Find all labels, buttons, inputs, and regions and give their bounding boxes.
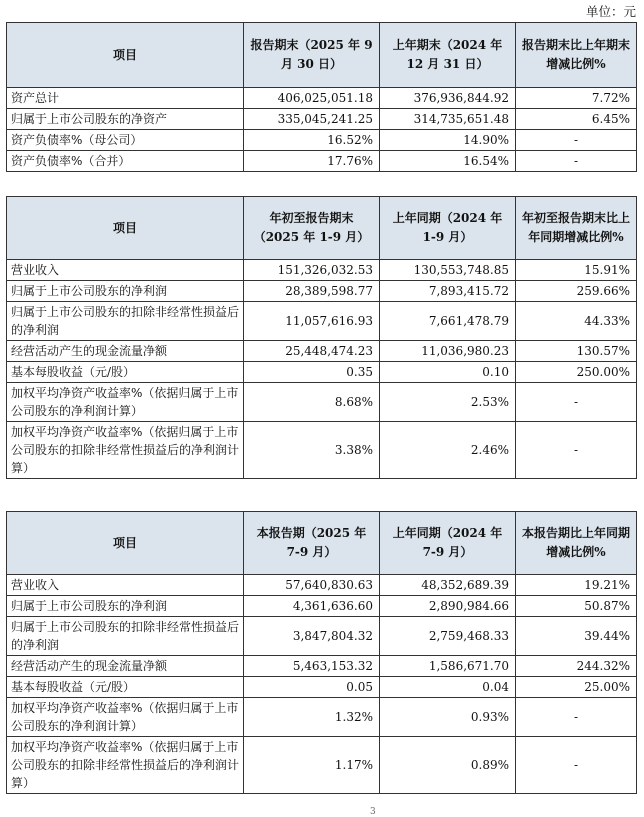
- value-cell: 0.04: [380, 677, 516, 698]
- value-cell: 335,045,241.25: [244, 109, 380, 130]
- table-row: [7, 88, 637, 109]
- unit-label: 单位：元: [585, 4, 636, 19]
- value-cell: 44.33%: [516, 302, 637, 341]
- value-cell: 0.89%: [380, 737, 516, 794]
- row-label: 归属于上市公司股东的净利润: [7, 596, 244, 617]
- value-cell: 250.00%: [516, 362, 637, 383]
- row-label: 归属于上市公司股东的净利润: [7, 281, 244, 302]
- quarter-profit-table: [6, 511, 637, 794]
- value-cell: 39.44%: [516, 617, 637, 656]
- table-row: [7, 737, 637, 794]
- table-row: [7, 656, 637, 677]
- table-row: [7, 677, 637, 698]
- value-cell: 0.05: [244, 677, 380, 698]
- row-label: 加权平均净资产收益率%（依据归属于上市公司股东的净利润计算）: [7, 383, 244, 422]
- value-cell: 5,463,153.32: [244, 656, 380, 677]
- value-cell: 7.72%: [516, 88, 637, 109]
- value-cell: 2,759,468.33: [380, 617, 516, 656]
- table-row: [7, 596, 637, 617]
- value-cell: 25.00%: [516, 677, 637, 698]
- table-row: [7, 698, 637, 737]
- value-cell: 8.68%: [244, 383, 380, 422]
- row-label: 基本每股收益（元/股）: [7, 362, 244, 383]
- table-row: [7, 383, 637, 422]
- value-cell: 15.91%: [516, 260, 637, 281]
- header-cell: 年初至报告期末比上年同期增减比例%: [516, 197, 637, 260]
- table-header-row: [7, 23, 637, 88]
- table-row: [7, 260, 637, 281]
- value-cell: 16.54%: [380, 151, 516, 172]
- value-cell: 14.90%: [380, 130, 516, 151]
- header-cell: 项目: [7, 197, 244, 260]
- value-cell: 50.87%: [516, 596, 637, 617]
- header-cell: 报告期末比上年期末增减比例%: [516, 23, 637, 88]
- value-cell: 2,890,984.66: [380, 596, 516, 617]
- value-cell: 0.93%: [380, 698, 516, 737]
- table-row: [7, 422, 637, 479]
- table-header-row: [7, 197, 637, 260]
- row-label: 归属于上市公司股东的扣除非经常性损益后的净利润: [7, 617, 244, 656]
- value-cell: 4,361,636.60: [244, 596, 380, 617]
- value-cell: 1,586,671.70: [380, 656, 516, 677]
- value-cell: 48,352,689.39: [380, 575, 516, 596]
- table-header-row: [7, 512, 637, 575]
- row-label: 经营活动产生的现金流量净额: [7, 341, 244, 362]
- table-row: [7, 575, 637, 596]
- row-label: 资产负债率%（母公司）: [7, 130, 244, 151]
- value-cell: 57,640,830.63: [244, 575, 380, 596]
- value-cell: 1.32%: [244, 698, 380, 737]
- header-cell: 报告期末（2025 年 9 月 30 日）: [244, 23, 380, 88]
- value-cell: -: [516, 383, 637, 422]
- value-cell: 7,893,415.72: [380, 281, 516, 302]
- row-label: 加权平均净资产收益率%（依据归属于上市公司股东的扣除非经常性损益后的净利润计算）: [7, 737, 244, 794]
- table-row: [7, 281, 637, 302]
- table-row: [7, 341, 637, 362]
- value-cell: 0.10: [380, 362, 516, 383]
- table-row: [7, 302, 637, 341]
- ytd-profit-table: [6, 196, 637, 479]
- table-row: [7, 109, 637, 130]
- value-cell: -: [516, 422, 637, 479]
- value-cell: 17.76%: [244, 151, 380, 172]
- row-label: 归属于上市公司股东的扣除非经常性损益后的净利润: [7, 302, 244, 341]
- value-cell: 2.46%: [380, 422, 516, 479]
- value-cell: 25,448,474.23: [244, 341, 380, 362]
- table-row: [7, 362, 637, 383]
- table-row: [7, 151, 637, 172]
- value-cell: 151,326,032.53: [244, 260, 380, 281]
- value-cell: 3.38%: [244, 422, 380, 479]
- value-cell: -: [516, 130, 637, 151]
- table-row: [7, 617, 637, 656]
- value-cell: 7,661,478.79: [380, 302, 516, 341]
- value-cell: 130,553,748.85: [380, 260, 516, 281]
- header-cell: 项目: [7, 512, 244, 575]
- header-cell: 年初至报告期末（2025 年 1-9 月）: [244, 197, 380, 260]
- header-cell: 上年同期（2024 年 1-9 月）: [380, 197, 516, 260]
- header-cell: 上年同期（2024 年 7-9 月）: [380, 512, 516, 575]
- value-cell: 314,735,651.48: [380, 109, 516, 130]
- value-cell: 16.52%: [244, 130, 380, 151]
- row-label: 基本每股收益（元/股）: [7, 677, 244, 698]
- value-cell: 3,847,804.32: [244, 617, 380, 656]
- value-cell: 1.17%: [244, 737, 380, 794]
- header-cell: 本报告期比上年同期增减比例%: [516, 512, 637, 575]
- row-label: 营业收入: [7, 575, 244, 596]
- row-label: 经营活动产生的现金流量净额: [7, 656, 244, 677]
- value-cell: 19.21%: [516, 575, 637, 596]
- value-cell: -: [516, 151, 637, 172]
- row-label: 加权平均净资产收益率%（依据归属于上市公司股东的净利润计算）: [7, 698, 244, 737]
- table-row: [7, 130, 637, 151]
- row-label: 资产总计: [7, 88, 244, 109]
- header-cell: 本报告期（2025 年 7-9 月）: [244, 512, 380, 575]
- value-cell: 28,389,598.77: [244, 281, 380, 302]
- page-number: 3: [370, 807, 376, 817]
- value-cell: 2.53%: [380, 383, 516, 422]
- value-cell: 11,057,616.93: [244, 302, 380, 341]
- value-cell: 0.35: [244, 362, 380, 383]
- value-cell: 259.66%: [516, 281, 637, 302]
- value-cell: 6.45%: [516, 109, 637, 130]
- row-label: 营业收入: [7, 260, 244, 281]
- row-label: 归属于上市公司股东的净资产: [7, 109, 244, 130]
- row-label: 加权平均净资产收益率%（依据归属于上市公司股东的扣除非经常性损益后的净利润计算）: [7, 422, 244, 479]
- value-cell: 11,036,980.23: [380, 341, 516, 362]
- header-cell: 上年期末（2024 年 12 月 31 日）: [380, 23, 516, 88]
- value-cell: -: [516, 698, 637, 737]
- value-cell: 130.57%: [516, 341, 637, 362]
- value-cell: -: [516, 737, 637, 794]
- row-label: 资产负债率%（合并）: [7, 151, 244, 172]
- value-cell: 244.32%: [516, 656, 637, 677]
- balance-table: [6, 22, 637, 172]
- value-cell: 376,936,844.92: [380, 88, 516, 109]
- value-cell: 406,025,051.18: [244, 88, 380, 109]
- header-cell: 项目: [7, 23, 244, 88]
